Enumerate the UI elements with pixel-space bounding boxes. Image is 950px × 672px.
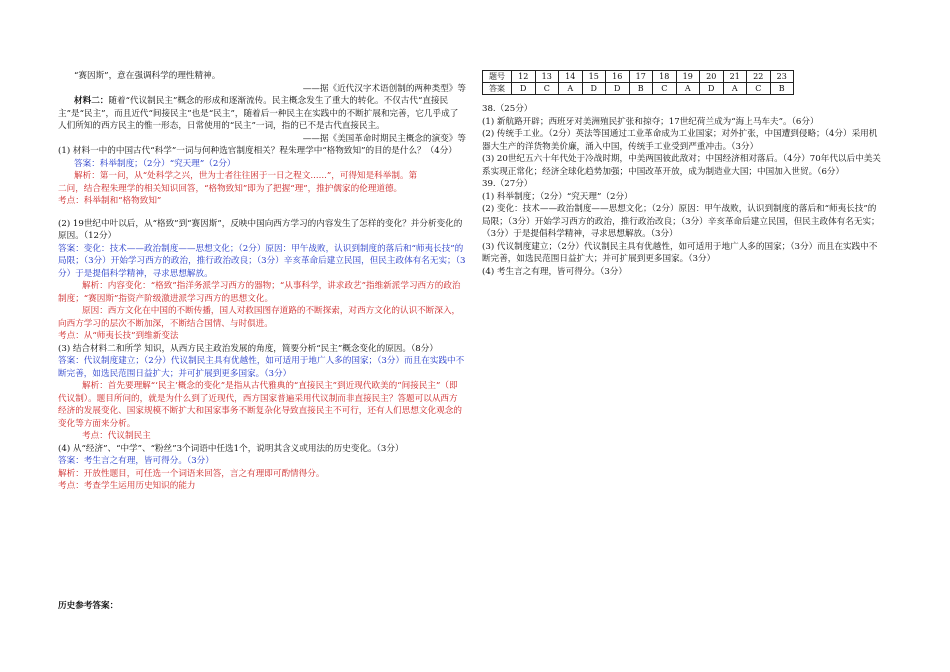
question-2-answer: 答案：变化：技术——政治制度——思想文化；（2分）原因：甲午战败，认识到制度的落后和“师夷长技”的局限；（3分）开始学习西方的政治，推行政治改良；（3分）辛亥革命后建立民国，但民主政体有名无实；（3分）于是提倡科学精神，寻求思想解放。	[58, 243, 466, 279]
answer-cell: B	[770, 83, 794, 95]
answer-table-header-label: 题号	[483, 71, 512, 83]
answer-cell: C	[653, 83, 677, 95]
answer-table-answer-label: 答案	[483, 83, 512, 95]
question-4-point: 考点：考查学生运用历史知识的能力	[58, 481, 196, 491]
intro-line: “赛因斯”，意在强调科学的理性精神。	[74, 71, 221, 81]
question-3-point: 考点：代议制民主	[82, 431, 151, 441]
question-2-analysis-2: 原因：西方文化在中国的不断传播，国人对救国图存道路的不断探索，对西方文化的认识不断深入，向西方学习的层次不断加深，不断结合国情、与时俱进。	[58, 306, 461, 329]
question-number: 14	[559, 71, 583, 83]
answer-table-answer-row	[483, 83, 794, 95]
question-number: 19	[676, 71, 700, 83]
question-39-heading: 39.（27分）	[482, 179, 533, 189]
answer-cell: D	[606, 83, 630, 95]
source-citation-2: ——据《美国革命时期民主概念的演变》等	[302, 133, 466, 144]
question-2: (2) 19世纪中叶以后，从“格致”到“赛因斯”，反映中国向西方学习的内容发生了怎样的变化？并分析变化的原因。（12分）	[58, 218, 463, 241]
question-3-analysis: 解析：首先要理解“‘民主’概念的变化”是指从古代雅典的“直接民主”到近现代欧美的“间接民主”（即代议制）。题目所问的，就是为什么到了近现代，西方国家普遍采用代议制而非直接民主？答题可以从西方经济的发展变化、国家规模不断扩大和国家事务不断复杂化导致直接民主不可行，还有人们思想文化观念的变化等方面来分析。	[58, 381, 462, 429]
answer-cell: D	[700, 83, 724, 95]
question-1-point: 考点：科举制和“格物致知”	[58, 196, 162, 206]
material-2-label: 材料二：	[74, 96, 109, 106]
question-39-part-4: (4) 考生言之有理，皆可得分。（3分）	[482, 266, 627, 277]
answer-cell: A	[676, 83, 700, 95]
answer-cell: B	[629, 83, 653, 95]
question-number: 17	[629, 71, 653, 83]
question-number: 21	[723, 71, 747, 83]
source-citation-1: ——据《近代汉字术语创制的两种类型》等	[302, 83, 466, 94]
answer-cell: D	[582, 83, 606, 95]
answer-table	[482, 70, 794, 95]
question-1-analysis-b: 二问，结合程朱理学的相关知识回答，“格物致知”即为了把握“理”，推护儒家的伦理道德。	[58, 183, 403, 194]
question-38-part-3: (3) 20世纪五六十年代处于冷战时期，中美两国彼此敌对；中国经济相对落后。（4分）70年代以后中美关系实现正常化；经济全球化趋势加强；中国改革开放，成为制造业大国；中国加入世贸。（6分）	[482, 154, 881, 177]
question-number: 16	[606, 71, 630, 83]
question-4-answer: 答案：考生言之有理，皆可得分。（3分）	[58, 456, 214, 466]
answer-cell: C	[747, 83, 771, 95]
question-1-analysis-a: 解析：第一问，从“处科学之兴，世为士者往往困于一日之程文......”，可得知是科举制。第	[74, 171, 418, 181]
question-39-part-2: (2) 变化：技术——政治制度——思想文化；（2分）原因：甲午战败，认识到制度的落后和“师夷长技”的局限；（3分）开始学习西方的政治，推行政治改良；（3分）辛亥革命后建立民国，但民主政体有名无实；（3分）于是提倡科学精神，寻求思想解放。（3分）	[482, 204, 880, 239]
question-1-answer: 答案：科举制度；（2分）“究天理”（2分）	[74, 158, 236, 169]
question-number: 23	[770, 71, 794, 83]
question-4-analysis: 解析：开放性题目，可任选一个词语来回答，言之有理即可酌情得分。	[58, 468, 325, 479]
question-number: 15	[582, 71, 606, 83]
question-number: 22	[747, 71, 771, 83]
question-39-part-3: (3) 代议制度建立；（2分）代议制民主具有优越性，如可适用于地广人多的国家；（3分）而且在实践中不断完善，如选民范围日益扩大；并可扩展到更多国家。（3分）	[482, 241, 878, 264]
question-number: 20	[700, 71, 724, 83]
answer-table-number-row	[483, 71, 794, 83]
question-4: (4) 从“经济”、“中学”、“粉丝”3个词语中任选1个，说明其含义或用法的历史变化。（3分）	[58, 443, 404, 454]
question-number: 18	[653, 71, 677, 83]
question-3-answer: 答案：代议制度建立；（2分）代议制民主具有优越性，如可适用于地广人多的国家；（3分）而且在实践中不断完善，如选民范围日益扩大；并可扩展到更多国家。（3分）	[58, 356, 465, 379]
question-2-analysis-1: 解析：内容变化：“格致”指洋务派学习西方的器物；“从事科学，讲求政艺”指维新派学习西方的政治制度；“赛因斯”指资产阶级激进派学习西方的思想文化。	[58, 281, 461, 304]
answer-cell: A	[559, 83, 583, 95]
answer-cell: A	[723, 83, 747, 95]
material-2-body: 随着“代议制民主”概念的形成和逐渐流传。民主概念发生了重大的转化。不仅古代“直接民主”是“民主”，而且近代“间接民主”也是“民主”，随着后一种民主在实践中的不断扩展和完善，它几乎成了人们所知的西方民主的惟一形态，日常使用的“民主”一词，指的已不是古代直接民主。	[58, 96, 459, 131]
question-38-part-2: (2) 传统手工业。（2分）英法等国通过工业革命成为工业国家；对外扩张，中国遭到侵略；（4分）采用机器大生产的洋货物美价廉，涌入中国，传统手工业受到严重冲击。（3分）	[482, 129, 878, 152]
question-2-point: 考点：从“师夷长技”到维新变法	[58, 331, 179, 341]
question-38-part-1: (1) 新航路开辟；西班牙对美洲殖民扩张和掠夺；17世纪荷兰成为“海上马车夫”。（6分）	[482, 116, 819, 127]
question-1: (1) 材料一中的中国古代“科学”一词与何种选官制度相关？程朱理学中“格物致知”的目的是什么？（4分）	[58, 146, 457, 156]
question-number: 12	[512, 71, 536, 83]
answer-cell: D	[512, 83, 536, 95]
question-38-heading: 38.（25分）	[482, 104, 533, 114]
left-column	[58, 70, 466, 493]
question-number: 13	[535, 71, 559, 83]
question-39-part-1: (1) 科举制度；（2分）“究天理”（2分）	[482, 191, 633, 202]
answer-cell: C	[535, 83, 559, 95]
material-2	[58, 95, 466, 133]
question-3: (3) 结合材料二和所学 知识，从西方民主政治发展的角度，简要分析“民主”概念变化的原因。（8分）	[58, 343, 438, 354]
right-column	[482, 70, 882, 278]
history-answer-key-title: 历史参考答案：	[58, 601, 119, 611]
